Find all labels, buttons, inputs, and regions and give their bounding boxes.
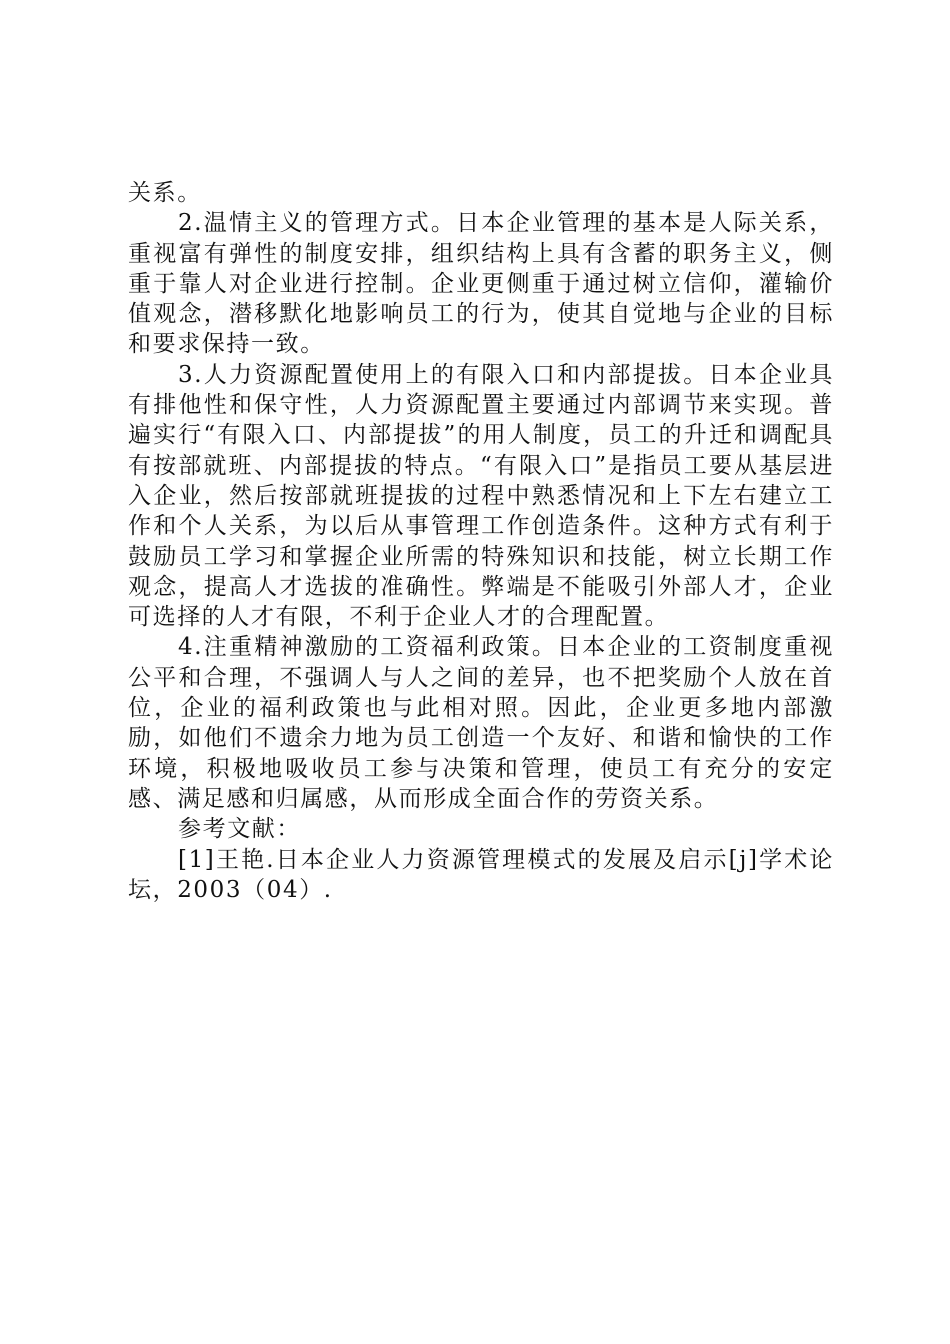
paragraph-continuation: 关系。 [128,180,202,206]
paragraph-point-2: 2.温情主义的管理方式。日本企业管理的基本是人际关系，重视富有弹性的制度安排，组织结构上具有含蓄的职务主义，侧重于靠人对企业进行控制。企业更侧重于通过树立信仰，灌输价值观念，潜移默化地影响员工的行为，使其自觉地与企业的目标和要求保持一致。 [128,210,834,358]
reference-item-1: [1]王艳.日本企业人力资源管理模式的发展及启示[j]学术论坛，2003（04）. [128,846,834,903]
document-body [128,178,834,905]
references-heading: 参考文献： [178,816,301,843]
paragraph-point-4: 4.注重精神激励的工资福利政策。日本企业的工资制度重视公平和合理，不强调人与人之间的差异，也不把奖励个人放在首位，企业的福利政策也与此相对照。因此，企业更多地内部激励，如他们不遗余力地为员工创造一个友好、和谐和愉快的工作环境，积极地吸收员工参与决策和管理，使员工有充分的安定感、满足感和归属感，从而形成全面合作的劳资关系。 [128,634,834,812]
paragraph-point-3: 3.人力资源配置使用上的有限入口和内部提拔。日本企业具有排他性和保守性，人力资源配置主要通过内部调节来实现。普遍实行“有限入口、内部提拔”的用人制度，员工的升迁和调配具有按部就班、内部提拔的特点。“有限入口”是指员工要从基层进入企业，然后按部就班提拔的过程中熟悉情况和上下左右建立工作和个人关系，为以后从事管理工作创造条件。这种方式有利于鼓励员工学习和掌握企业所需的特殊知识和技能，树立长期工作观念，提高人才选拔的准确性。弊端是不能吸引外部人才，企业可选择的人才有限，不利于企业人才的合理配置。 [128,361,834,631]
